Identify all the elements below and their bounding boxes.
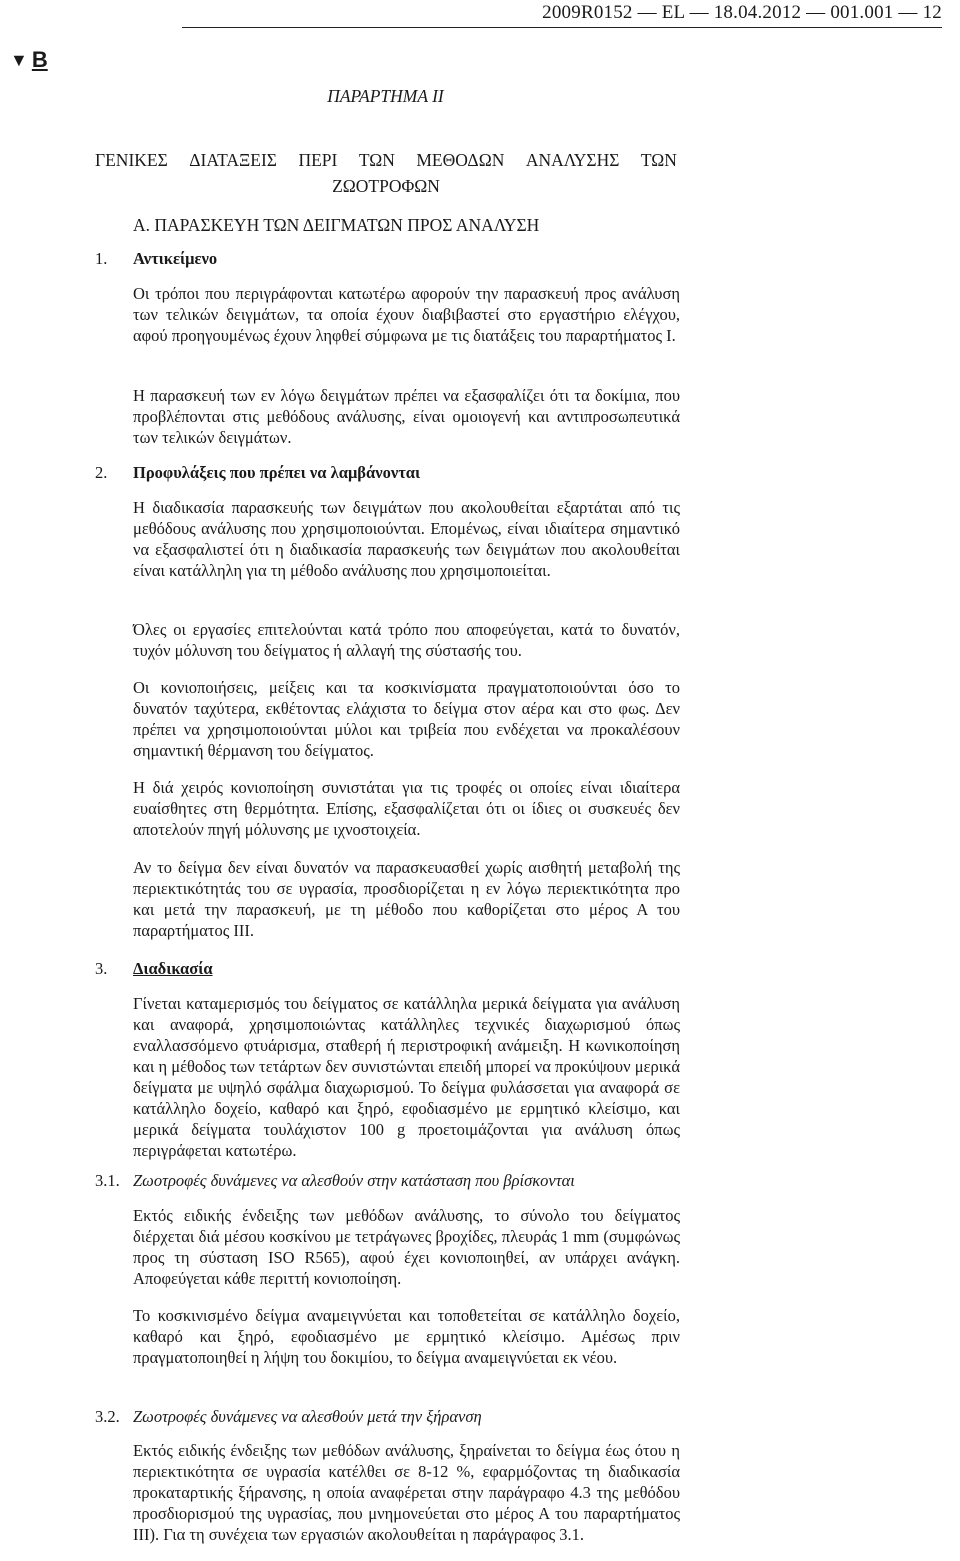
section-title: Αντικείμενο [133,249,218,268]
paragraph: Η παρασκευή των εν λόγω δειγμάτων πρέπει να εξασφαλίζει ότι τα δοκίμια, που προβλέπονται στις μεθόδους ανάλυσης, είναι ομοιογενή και αντιπροσωπευτικά των τελικών δειγμάτων. [133,386,680,447]
title-line-1 [95,147,677,173]
paragraph: Γίνεται καταμερισμός του δείγματος σε κατάλληλα μερικά δείγματα για ανάλυση και αναφορά, χρησιμοποιώντας κατάλληλες τεχνικές διαχωρισμού όπως εναλλασσόμενο φτυάρισμα, σταθερή ή περιστροφική ανάμειξη. Η κωνικοποίηση και η μέθοδος των τετάρτων δεν συνιστώνται επειδή μπορεί να προκύψουν μερικά δείγματα με υψηλό σφάλμα διαχωρισμού. Το δείγμα φυλάσσεται για αναφορά σε κατάλληλο δοχείο, καθαρό και ξηρό, εφοδιασμένο με ερμητικό κλείσιμο, και μερικά δείγματα τουλάχιστον 100 g προετοιμάζονται για ανάλυση όπως περιγράφεται κατωτέρω. [133,994,680,1160]
paragraph: Όλες οι εργασίες επιτελούνται κατά τρόπο που αποφεύγεται, κατά το δυνατόν, τυχόν μόλυνση του δείγματος ή αλλαγή της σύστασής του. [133,620,680,660]
section-number: 3.1. [95,1171,120,1190]
section-number: 2. [95,463,108,482]
section-number: 3.2. [95,1407,120,1426]
annex-title: ΠΑΡΑΡΤΗΜΑ II [327,86,444,106]
title-word: ΠΕΡΙ [298,150,338,170]
paragraph: Οι κονιοποιήσεις, μείξεις και τα κοσκινίσματα πραγματοποιούνται όσο το δυνατόν ταχύτερα, εκθέτοντας ελάχιστα το δείγμα στον αέρα και στο φως. Δεν πρέπει να χρησιμοποιούνται μύλοι και τριβεία που ενδέχεται να προκαλέσουν σημαντική θέρμανση του δείγματος. [133,678,680,760]
title-word: ΑΝΑΛΥΣΗΣ [525,150,620,170]
paragraph: Εκτός ειδικής ένδειξης των μεθόδων ανάλυσης, ξηραίνεται το δείγμα έως ότου η περιεκτικότητα σε υγρασία κατέλθει σε 8-12 %, εφαρμόζοντας τη διαδικασία προκαταρτικής ξήρανσης, η οποία αναφέρεται στην παράγραφο 4.3 της μεθόδου προσδιορισμού της υγρασίας, που μνημονεύεται στο μέρος Α του παραρτήματος III). Για τη συνέχεια των εργασιών ακολουθείται η παράγραφος 3.1. [133,1441,680,1544]
paragraph: Οι τρόποι που περιγράφονται κατωτέρω αφορούν την παρασκευή προς ανάλυση των τελικών δειγμάτων, τα οποία έχουν διαβιβαστεί στο εργαστήριο ελέγχου, αφού προηγουμένως έχουν ληφθεί σύμφωνα με τις διατάξεις του παραρτήματος I. [133,284,680,345]
amendment-letter: B [31,47,48,72]
title-line-2: ΖΩΟΤΡΟΦΩΝ [332,176,440,196]
paragraph: Αν το δείγμα δεν είναι δυνατόν να παρασκευασθεί χωρίς αισθητή μεταβολή της περιεκτικότητάς του σε υγρασία, προσδιορίζεται η εν λόγω περιεκτικότητα προ και μετά την παρασκευή, με τη μέθοδο που καθορίζεται στο μέρος Α του παραρτήματος III. [133,858,680,940]
triangle-down-icon: ▼ [10,49,28,70]
paragraph: Το κοσκινισμένο δείγμα αναμειγνύεται και τοποθετείται σε κατάλληλο δοχείο, καθαρό και ξηρό, εφοδιασμένο με ερμητικό κλείσιμο. Αμέσως πριν πραγματοποιηθεί η λήψη του δοκιμίου, το δείγμα αναμειγνύεται εκ νέου. [133,1306,680,1367]
paragraph: Η διαδικασία παρασκευής των δειγμάτων που ακολουθείται εξαρτάται από τις μεθόδους ανάλυσης που χρησιμοποιούνται. Επομένως, είναι ιδιαίτερα σημαντικό να εξασφαλιστεί ότι η διαδικασία παρασκευής των δειγμάτων που ακολουθείται είναι κατάλληλη για τη μέθοδο ανάλυσης που χρησιμοποιείται. [133,498,680,580]
section-title: Ζωοτροφές δυνάμενες να αλεσθούν στην κατάσταση που βρίσκονται [133,1171,575,1190]
document-title [95,147,677,199]
section-title: Ζωοτροφές δυνάμενες να αλεσθούν μετά την ξήρανση [133,1407,482,1426]
title-word: ΓΕΝΙΚΕΣ [95,150,168,170]
document-header: 2009R0152 — EL — 18.04.2012 — 001.001 — 12 [182,2,942,28]
title-word: ΜΕΘΟΔΩΝ [416,150,505,170]
section-title: Προφυλάξεις που πρέπει να λαμβάνονται [133,463,421,482]
section-number: 3. [95,959,108,978]
section-title [133,959,213,979]
title-word: ΤΩΝ [640,150,677,170]
title-word: ΔΙΑΤΑΞΕΙΣ [189,150,277,170]
section-number: 1. [95,249,108,268]
title-word: ΤΩΝ [358,150,395,170]
part-a-heading: Α. ΠΑΡΑΣΚΕΥΗ ΤΩΝ ΔΕΙΓΜΑΤΩΝ ΠΡΟΣ ΑΝΑΛΥΣΗ [133,215,540,235]
paragraph: Η διά χειρός κονιοποίηση συνιστάται για τις τροφές οι οποίες είναι ιδιαίτερα ευαίσθητες στη θερμότητα. Επίσης, εξασφαλίζεται ότι οι ίδιες οι συσκευές δεν αποτελούν πηγή μόλυνσης με ιχνοστοιχεία. [133,778,680,839]
amendment-marker [10,47,48,73]
paragraph: Εκτός ειδικής ένδειξης των μεθόδων ανάλυσης, το σύνολο του δείγματος διέρχεται διά μέσου κοσκίνου με τετράγωνες βροχίδες, πλευράς 1 mm (συμφώνως προς τη σύσταση ISO R565), αφού έχει κονιοποιηθεί, αν υπάρχει ανάγκη. Αποφεύγεται κάθε περιττή κονιοποίηση. [133,1206,680,1288]
section-title-text: Διαδικασία [133,959,213,978]
